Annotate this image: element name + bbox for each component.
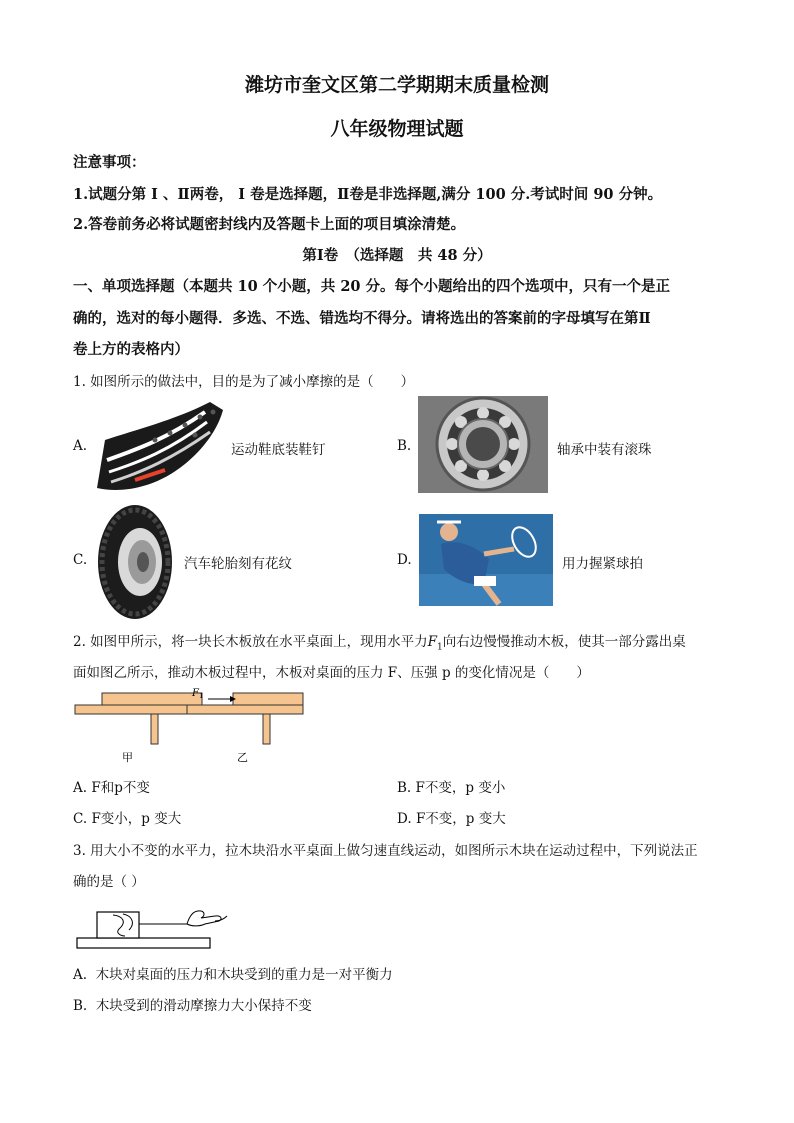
q2-option-b: B. F不变，p 变小 <box>397 780 506 796</box>
bearing-image <box>418 396 548 493</box>
section-instructions-1: 一、单项选择题（本题共 10 个小题，共 20 分。每个小题给出的四个选项中，只有一个是正 <box>73 278 671 295</box>
section-label: 第Ⅰ卷 （选择题 共 48 分） <box>302 247 492 264</box>
q2-stem-force-sub: 1 <box>437 642 443 653</box>
force-label-sub: 1 <box>199 692 204 700</box>
q3-option-b: B. 木块受到的滑动摩擦力大小保持不变 <box>73 998 312 1014</box>
q2-stem-line-1 <box>73 630 686 653</box>
q3-stem-line-1: 3. 用大小不变的水平力，拉木块沿水平桌面上做匀速直线运动，如图所示木块在运动过程中，下列说法正 <box>73 843 698 859</box>
exam-subtitle: 八年级物理试题 <box>330 118 464 140</box>
force-label: F <box>192 688 199 699</box>
q1-option-d-letter: D. <box>397 552 412 568</box>
q2-option-a: A. F和p不变 <box>73 780 150 796</box>
exam-title: 潍坊市奎文区第二学期期末质量检测 <box>244 74 549 96</box>
q3-option-a: A. 木块对桌面的压力和木块受到的重力是一对平衡力 <box>73 967 393 983</box>
q1-option-a-letter: A. <box>73 438 88 454</box>
q1-option-d-text: 用力握紧球拍 <box>562 556 643 572</box>
tire-image <box>96 503 174 621</box>
q1-option-b-letter: B. <box>397 438 412 454</box>
tennis-player-image <box>419 514 553 606</box>
notice-heading: 注意事项： <box>73 154 146 171</box>
q2-stem-line-2: 面如图乙所示，推动木板过程中，木板对桌面的压力 F、压强 p 的变化情况是（ ） <box>73 665 590 681</box>
notice-item-2: 2.答卷前务必将试题密封线内及答题卡上面的项目填涂清楚。 <box>73 216 466 233</box>
q2-stem-part-b: 向右边慢慢推动木板，使其一部分露出桌 <box>442 634 686 650</box>
q3-stem-line-2: 确的是（ ） <box>73 874 145 890</box>
q1-option-b-text: 轴承中装有滚珠 <box>557 442 652 458</box>
running-shoe-image <box>95 400 225 492</box>
q1-stem: 1. 如图所示的做法中，目的是为了减小摩擦的是（ ） <box>73 374 415 390</box>
block-pull-figure <box>75 902 230 952</box>
q2-option-d: D. F不变，p 变大 <box>397 811 506 827</box>
board-table-figure <box>72 686 312 768</box>
label-yi: 乙 <box>237 751 248 764</box>
q1-option-a-text: 运动鞋底装鞋钉 <box>231 442 326 458</box>
section-instructions-3: 卷上方的表格内） <box>73 341 189 358</box>
q1-option-c-letter: C. <box>73 552 88 568</box>
q2-option-c: C. F变小，p 变大 <box>73 811 182 827</box>
q1-option-c-text: 汽车轮胎刻有花纹 <box>184 556 292 572</box>
q2-stem-part-a: 2. 如图甲所示，将一块长木板放在水平桌面上，现用水平力 <box>73 634 428 650</box>
label-jia: 甲 <box>122 751 133 764</box>
notice-item-1: 1.试题分第 Ⅰ 、Ⅱ两卷， Ⅰ 卷是选择题，Ⅱ卷是非选择题,满分 100 分.考试时间 90 分钟。 <box>73 186 663 203</box>
q2-stem-force-var: F <box>427 634 438 650</box>
section-instructions-2: 确的，选对的每小题得．多选、不选、错选均不得分。请将选出的答案前的字母填写在第Ⅱ <box>73 310 651 327</box>
